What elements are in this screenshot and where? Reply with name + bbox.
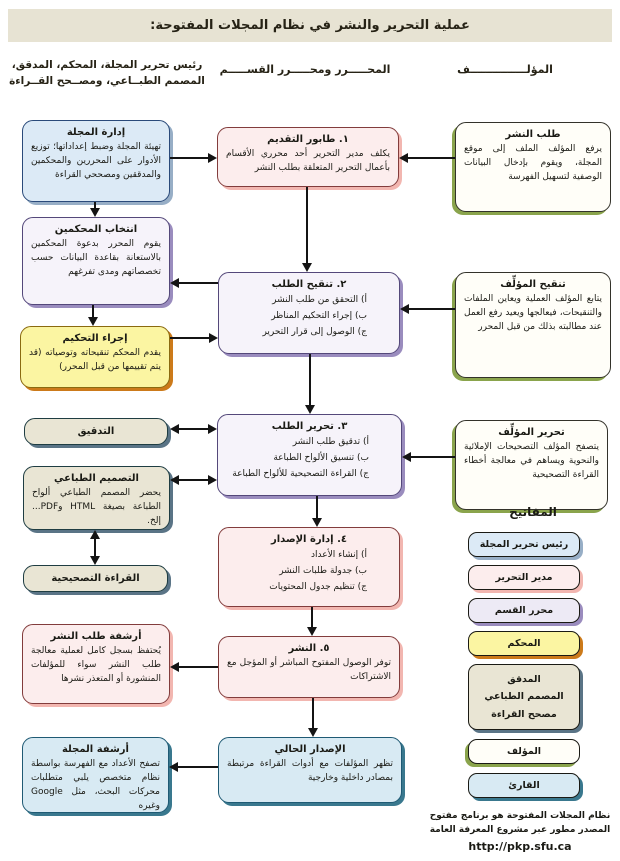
list-item-c: ج) الوصول إلى قرار التحرير	[262, 326, 367, 337]
box-body: تظهر المؤلفات مع أدوات القراءة مرتبطة بمصادر داخلية وخارجية	[227, 759, 393, 783]
footer-line2: المصدر مطور عبر مشروع المعرفة العامة	[429, 825, 611, 836]
box-title: ٥. النشر	[288, 643, 330, 654]
list-item-b: ب) جدولة طلبات النشر	[279, 565, 367, 576]
box-title: تنقيح المؤلِّف	[500, 279, 566, 290]
box-submission-archiving	[22, 624, 170, 704]
arrow-editing-to-issue-management	[316, 496, 318, 518]
box-body: يتابع المؤلف العملية ويعاين الملفات والتنقيحات، فيعالجها ويعيد رفع العمل عند مطالبته بذلك من قبل المحرر	[464, 294, 602, 332]
legend-item-author: المؤلف	[468, 739, 580, 764]
arrow-author-submission-to-queue	[408, 157, 455, 159]
box-journal-management	[22, 120, 170, 202]
column-header-editor: المحـــــرر ومحـــــرر القســـــم	[219, 63, 391, 76]
arrow-current-issue-to-journal-archiving	[178, 766, 218, 768]
legend-line-copyeditor: المدقق	[507, 673, 541, 685]
box-current-issue	[218, 737, 402, 803]
diagram-title: عملية التحرير والنشر في نظام المجلات المفتوحة:	[8, 9, 612, 42]
arrow-issue-management-to-publishing	[311, 607, 313, 627]
list-item-a: أ) تدقيق طلب النشر	[292, 437, 369, 447]
box-publishing	[218, 636, 400, 698]
box-body: يتصفح المؤلف التصحيحات الإملائية والنحوية ويساهم في معالجة أخطاء القراءة التصحيحية	[464, 442, 599, 480]
box-body: توفر الوصول المفتوح المباشر أو المؤجل مع الاشتراكات	[227, 658, 391, 682]
box-title: أرشفة طلب النشر	[50, 631, 142, 642]
column-header-staff: رئيس تحرير المجلة، المحكم، المدقق، المصمم الطبــاعي، ومصــحح القــراءة	[9, 59, 205, 88]
legend-line-layout-designer: المصمم الطباعي	[484, 691, 564, 703]
box-proofreading	[23, 565, 168, 592]
box-submission-review	[218, 272, 400, 354]
box-title: ٣. تحرير الطلب	[271, 421, 348, 432]
list-item-a: أ) إنشاء الأعداد	[311, 550, 367, 560]
arrow-editing-copyediting-bidirectional	[179, 428, 208, 430]
box-list	[227, 548, 391, 595]
box-title: القراءة التصحيحية	[51, 573, 140, 584]
arrow-management-to-reviewer-selection	[94, 202, 96, 208]
list-item-a: أ) التحقق من طلب النشر	[272, 295, 367, 305]
legend-item-reader: القارئ	[468, 773, 580, 798]
arrow-publishing-to-current-issue	[312, 698, 314, 728]
box-submission-queue	[217, 127, 399, 187]
list-item-c: ج) تنظيم جدول المحتويات	[269, 581, 367, 592]
arrow-author-revision-to-review	[409, 308, 455, 310]
legend-item-editor-in-chief: رئيس تحرير المجلة	[468, 532, 580, 557]
list-item-b: ب) تنسيق الألواح الطباعة	[273, 452, 369, 463]
box-title: إجراء التحكيم	[62, 333, 128, 344]
box-title: طلب النشر	[505, 129, 561, 140]
box-body: يُحتفظ بسجل كامل لعملية معالجة طلب النشر سواء للمؤلفات المنشورة أو المتعذر نشرها	[31, 646, 161, 684]
box-journal-archiving	[22, 737, 169, 813]
box-submission-editing	[217, 414, 402, 496]
box-title: ١. طابور التقديم	[267, 134, 349, 145]
arrow-management-to-queue	[170, 157, 208, 159]
box-author-revision	[455, 272, 611, 378]
box-author-submission	[455, 122, 611, 212]
arrow-publishing-to-submission-archiving	[179, 666, 218, 668]
box-title: ٤. إدارة الإصدار	[270, 534, 348, 545]
legend-item-production-roles	[468, 664, 580, 730]
footer-line1: نظام المجلات المفتوحة هو برنامج مفتوح	[429, 811, 611, 821]
legend-line-proofreader: مصحح القراءة	[491, 708, 557, 720]
box-title: ٢. تنقيح الطلب	[271, 279, 347, 290]
box-body: يقدم المحكم تنقيحاته وتوصياته (قد يتم تقييمها من قبل المحرر)	[29, 348, 161, 372]
arrow-conduct-review-to-review	[170, 337, 209, 339]
box-title: التدقيق	[77, 426, 115, 437]
arrow-reviewer-selection-to-conduct-review	[92, 305, 94, 317]
legend-item-managing-editor: مدير التحرير	[468, 565, 580, 590]
box-title: تحرير المؤلِّف	[498, 427, 565, 438]
arrow-queue-to-review	[306, 187, 308, 263]
box-body: يرفع المؤلف الملف إلى موقع المجلة، ويقوم بإدخال البيانات الوصفية لتسهيل الفهرسة	[464, 144, 602, 182]
box-body: يكلف مدير التحرير أحد محرري الأقسام بأعمال التحرير المتعلقة بطلب النشر	[226, 149, 390, 173]
box-title: التصميم الطباعي	[54, 473, 139, 484]
box-reviewer-selection	[22, 217, 170, 305]
box-title: أرشفة المجلة	[61, 744, 129, 755]
box-list	[227, 293, 391, 340]
box-body: تهيئة المجلة وضبط إعداداتها؛ توزيع الأدوار على المحررين والمحكمين والمدققين ومصححي القراءة	[31, 142, 161, 180]
box-list	[226, 435, 393, 482]
box-layout-design	[23, 466, 170, 530]
arrow-author-editing-to-editing	[411, 456, 455, 458]
arrow-layout-proofreading-bidirectional	[94, 539, 96, 556]
arrow-review-to-editing	[309, 354, 311, 405]
footer-url: http://pkp.sfu.ca	[468, 839, 572, 853]
list-item-c: ج) القراءة التصحيحية للألواح الطباعة	[232, 468, 369, 479]
box-body: يقوم المحرر بدعوة المحكمين بالاستعانة بقاعدة البيانات حسب تخصصاتهم ومدى تفرغهم	[31, 239, 161, 277]
box-copyediting	[24, 418, 168, 445]
box-author-editing	[455, 420, 608, 510]
arrow-review-to-reviewer-selection	[179, 282, 218, 284]
arrow-editing-layout-bidirectional	[179, 479, 208, 481]
list-item-b: ب) إجراء التحكيم المناظر	[271, 310, 367, 321]
column-header-author: المؤلـــــــــــــــف	[457, 63, 553, 76]
footer-credit	[424, 809, 616, 855]
box-body: يحضر المصمم الطباعي ألواح الطباعة بصيغة HTML وPDF... إلخ.	[32, 488, 161, 526]
box-title: انتخاب المحكمين	[54, 224, 138, 235]
legend-item-section-editor: محرر القسم	[468, 598, 580, 623]
legend-item-reviewer: المحكم	[468, 631, 580, 656]
legend-heading: المفاتيح	[509, 505, 557, 519]
box-title: إدارة المجلة	[66, 127, 126, 138]
box-body: تصفح الأعداد مع الفهرسة بواسطة نظام متخصص يلبي متطلبات محركات البحث، مثل Google وغيره	[31, 759, 160, 811]
box-issue-management	[218, 527, 400, 607]
box-title: الإصدار الحالي	[274, 744, 346, 755]
box-conduct-review	[20, 326, 170, 388]
